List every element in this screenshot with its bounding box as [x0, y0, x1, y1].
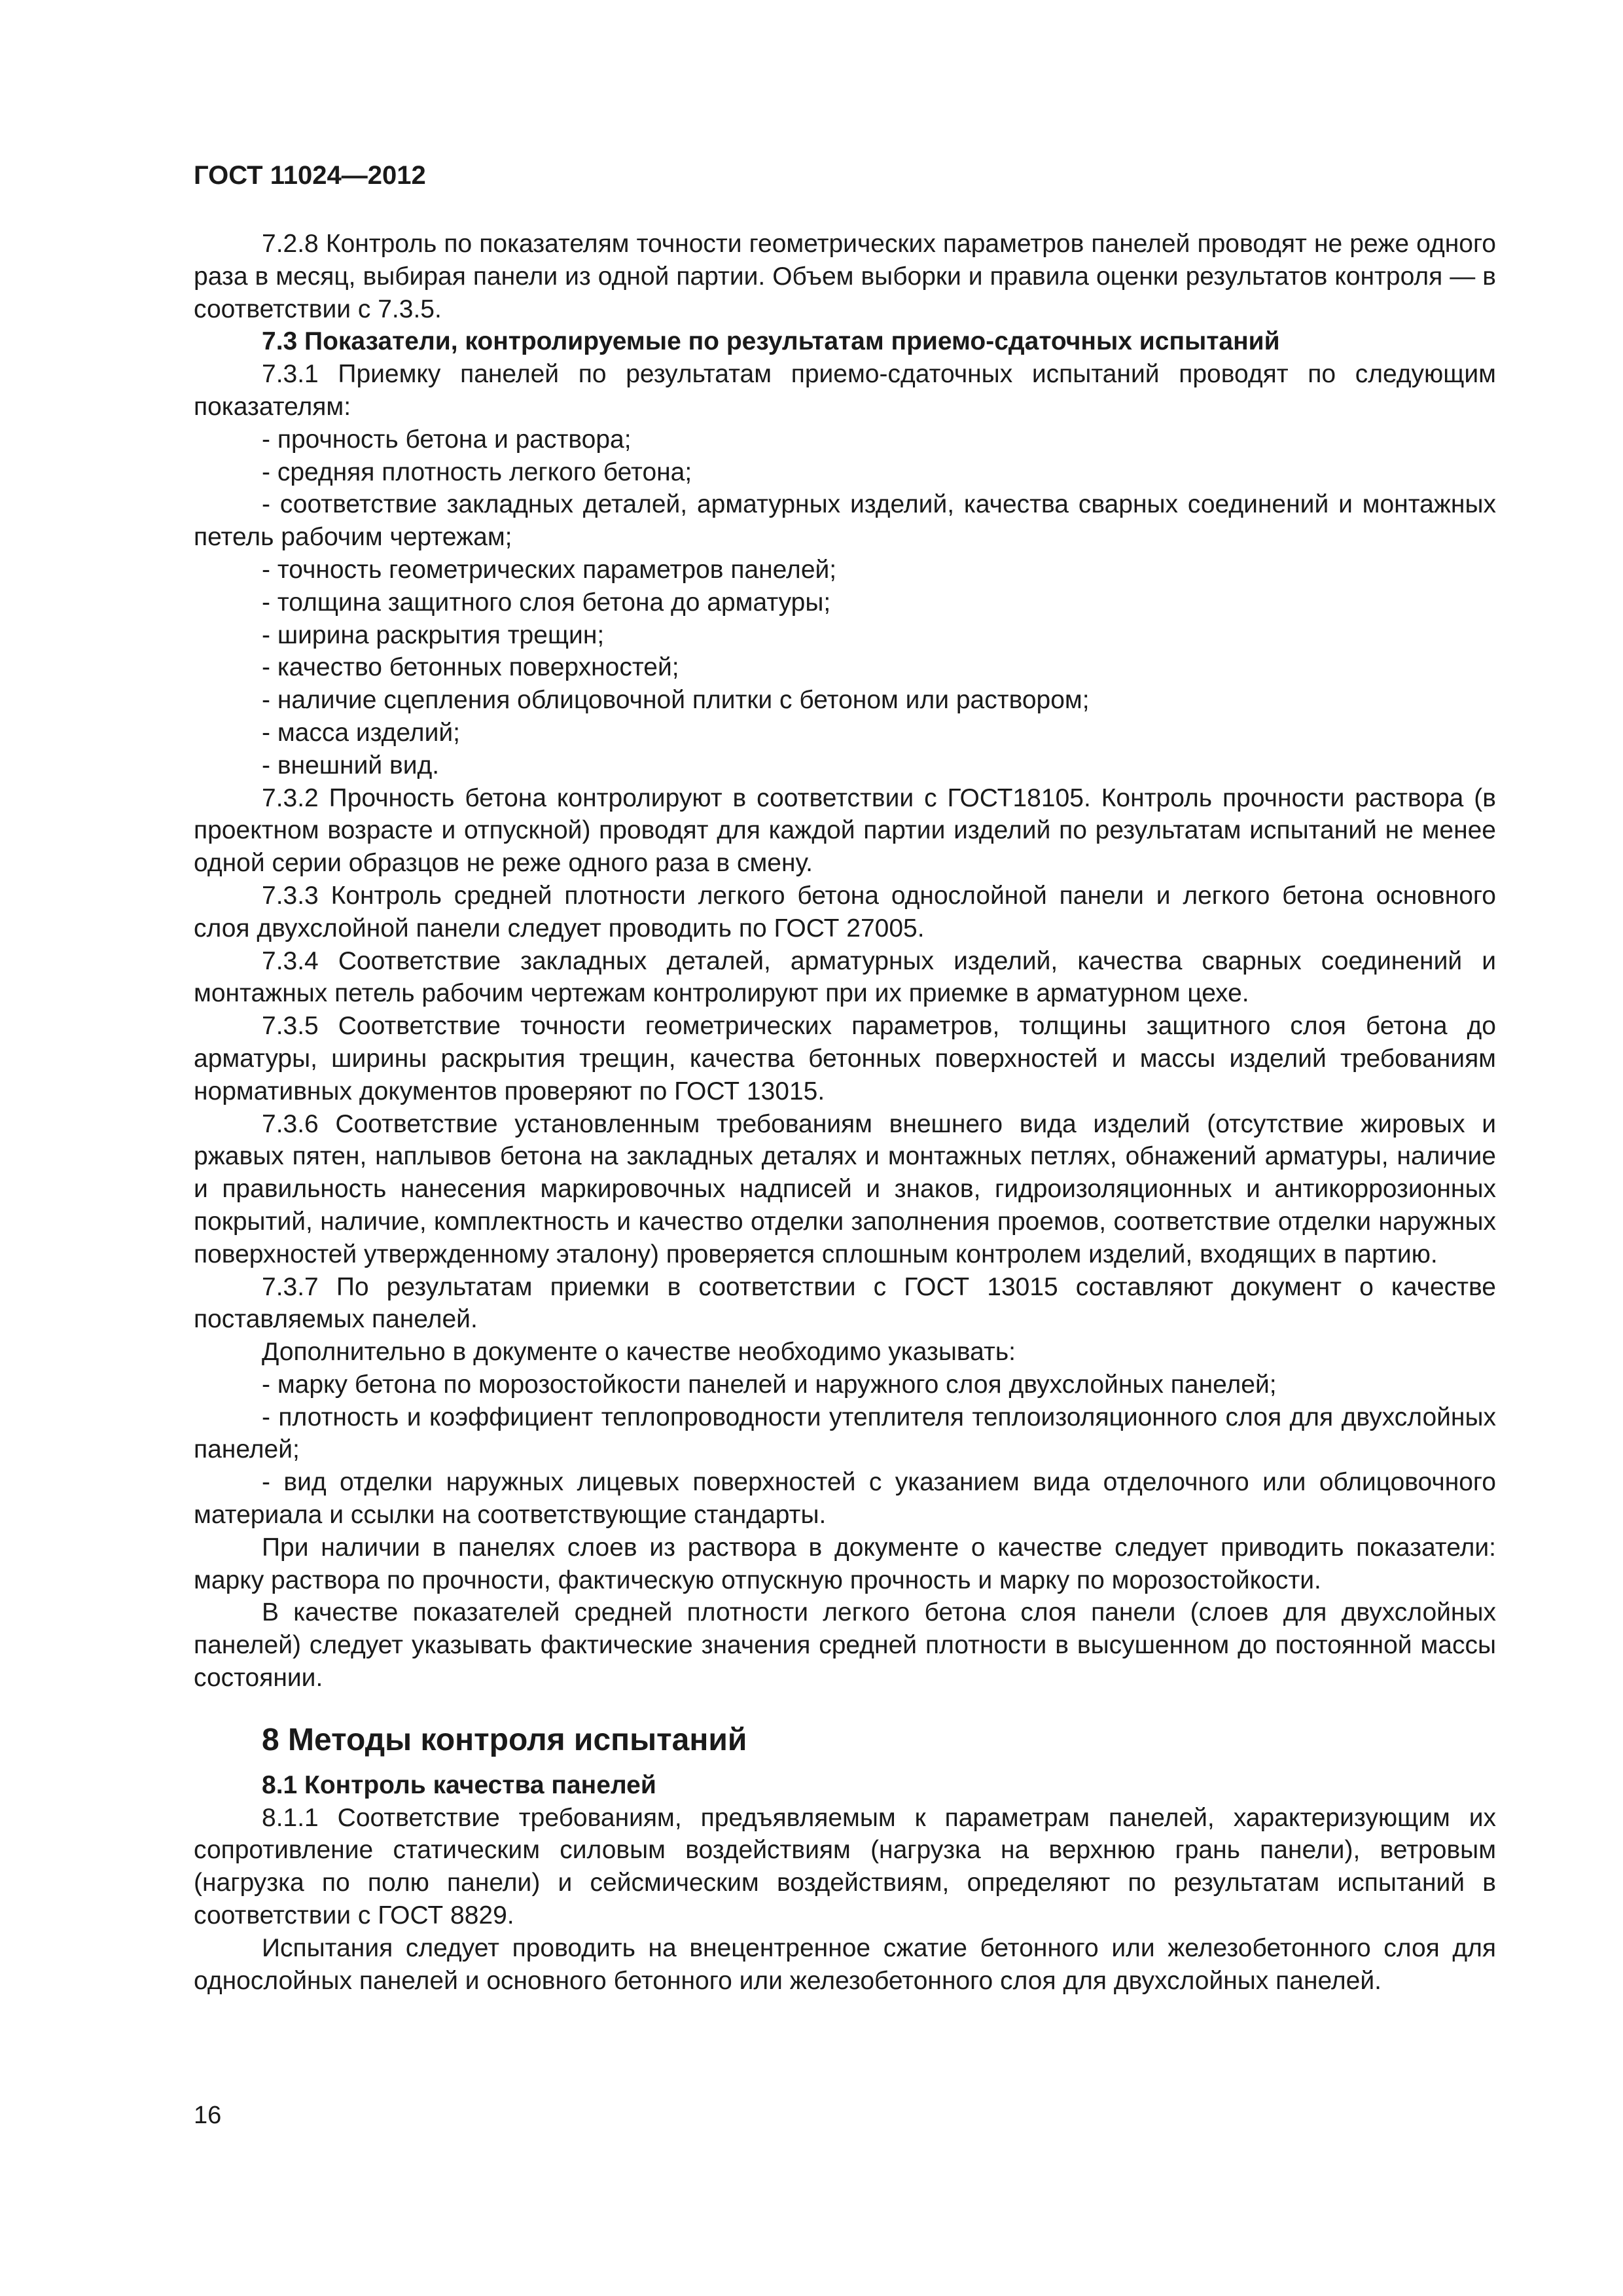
page-number: 16: [194, 2102, 222, 2129]
list-item: - плотность и коэффициент теплопроводности утеплителя теплоизоляционного слоя для двухслойных панелей;: [194, 1403, 1496, 1464]
list-item: - качество бетонных поверхностей;: [262, 653, 679, 682]
paragraph-tests: Испытания следует проводить на внецентренное сжатие бетонного или железобетонного слоя для однослойных панелей и основного бетонного или железобетонного слоя для двухслойных панелей.: [194, 1933, 1496, 1995]
list-item: - прочность бетона и раствора;: [262, 425, 632, 454]
section-heading-7-3: 7.3 Показатели, контролируемые по результатам приемо-сдаточных испытаний: [262, 327, 1280, 356]
list-item: - масса изделий;: [262, 718, 460, 747]
paragraph-8-1-1: 8.1.1 Соответствие требованиям, предъявляемым к параметрам панелей, характеризующим их сопротивление статическим силовым воздействиям (нагрузка на верхнюю грань панели), ветровым (нагрузка по полю панели) и сейсмическим воздействиям, определяют по результатам испытаний в соответствии с ГОСТ 8829.: [194, 1803, 1496, 1930]
list-item: - соответствие закладных деталей, арматурных изделий, качества сварных соединений и монтажных петель рабочим чертежам;: [194, 490, 1496, 552]
paragraph-7-2-8: 7.2.8 Контроль по показателям точности геометрических параметров панелей проводят не реже одного раза в месяц, выбирая панели из одной партии. Объем выборки и правила оценки результатов контроля — в соответствии с 7.3.5.: [194, 230, 1496, 323]
paragraph-additional: Дополнительно в документе о качестве необходимо указывать:: [262, 1338, 1016, 1367]
list-item: - толщина защитного слоя бетона до арматуры;: [262, 588, 831, 617]
list-item: - марку бетона по морозостойкости панелей и наружного слоя двухслойных панелей;: [262, 1370, 1277, 1399]
paragraph-density-indicators: В качестве показателей средней плотности легкого бетона слоя панели (слоев для двухслойных панелей) следует указывать фактические значения средней плотности в высушенном до постоянной массы состоянии.: [194, 1598, 1496, 1693]
list-item: - внешний вид.: [262, 751, 440, 780]
document-body: [194, 228, 1496, 1997]
list-item: - точность геометрических параметров панелей;: [262, 555, 837, 584]
paragraph-7-3-6: 7.3.6 Соответствие установленным требованиям внешнего вида изделий (отсутствие жировых и ржавых пятен, наплывов бетона на закладных деталях и монтажных петлях, обнажений арматуры, наличие и правильность нанесения маркировочных надписей и знаков, гидроизоляционных и антикоррозионных покрытий, наличие, комплектность и качество отделки заполнения проемов, соответствие отделки наружных поверхностей утвержденному эталону) проверяется сплошным контролем изделий, входящих в партию.: [194, 1109, 1496, 1268]
list-item: - ширина раскрытия трещин;: [262, 620, 605, 649]
paragraph-7-3-5: 7.3.5 Соответствие точности геометрических параметров, толщины защитного слоя бетона до арматуры, ширины раскрытия трещин, качества бетонных поверхностей и массы изделий требованиям нормативных документов проверяют по ГОСТ 13015.: [194, 1012, 1496, 1105]
list-item: - средняя плотность легкого бетона;: [262, 457, 692, 486]
paragraph-mortar-layers: При наличии в панелях слоев из раствора в документе о качестве следует приводить показатели: марку раствора по прочности, фактическую отпускную прочность и марку по морозостойкости.: [194, 1533, 1496, 1594]
paragraph-7-3-2: 7.3.2 Прочность бетона контролируют в соответствии с ГОСТ18105. Контроль прочности раствора (в проектном возрасте и отпускной) проводят для каждой партии изделий по результатам испытаний не менее одной серии образцов не реже одного раза в смену.: [194, 783, 1496, 878]
paragraph-7-3-3: 7.3.3 Контроль средней плотности легкого бетона однослойной панели и легкого бетона основного слоя двухслойной панели следует проводить по ГОСТ 27005.: [194, 881, 1496, 942]
section-heading-8: 8 Методы контроля испытаний: [262, 1722, 747, 1757]
list-item: - вид отделки наружных лицевых поверхностей с указанием вида отделочного или облицовочного материала и ссылки на соответствующие стандарты.: [194, 1468, 1496, 1530]
paragraph-7-3-7: 7.3.7 По результатам приемки в соответствии с ГОСТ 13015 составляют документ о качестве поставляемых панелей.: [194, 1272, 1496, 1334]
section-heading-8-1: 8.1 Контроль качества панелей: [262, 1770, 656, 1799]
document-code-header: ГОСТ 11024—2012: [194, 161, 426, 190]
paragraph-7-3-4: 7.3.4 Соответствие закладных деталей, арматурных изделий, качества сварных соединений и монтажных петель рабочим чертежам контролируют при их приемке в арматурном цехе.: [194, 946, 1496, 1008]
list-item: - наличие сцепления облицовочной плитки с бетоном или раствором;: [262, 686, 1090, 715]
paragraph-7-3-1: 7.3.1 Приемку панелей по результатам приемо-сдаточных испытаний проводят по следующим показателям:: [194, 360, 1496, 421]
